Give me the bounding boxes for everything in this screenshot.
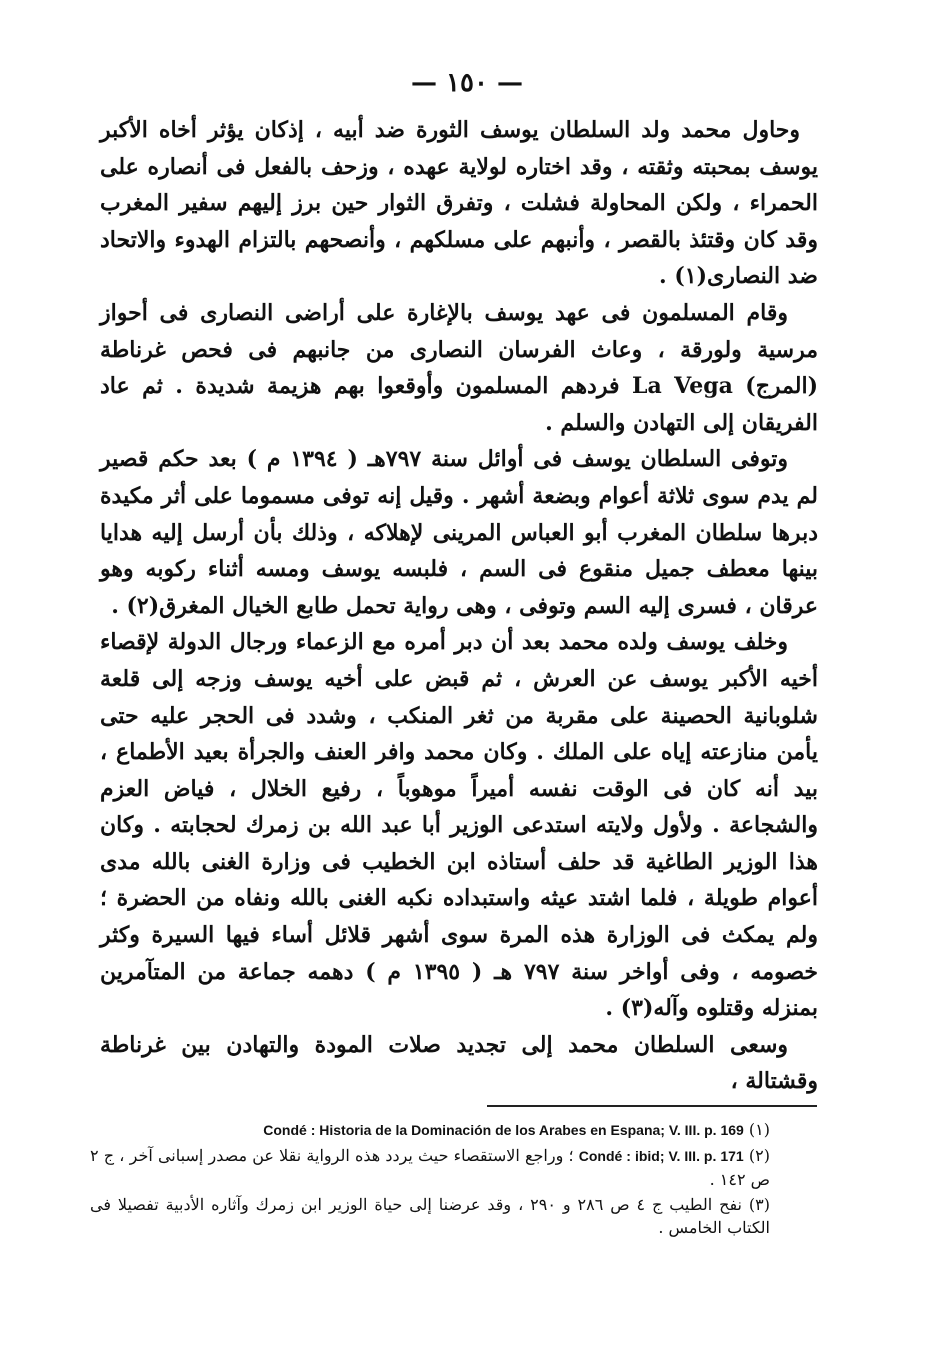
footnote-arabic-text: ؛ وراجع الاستقصاء حيث يردد هذه الرواية نقلا عن مصدر إسبانى آخر ، ج ٢ ص ١٤٢ . — [90, 1146, 770, 1189]
footnote-mark: (٣) — [748, 1195, 771, 1214]
footnote-1 — [90, 1118, 770, 1142]
footnote-mark: (١) — [748, 1120, 770, 1139]
footnote-latin-reference: Condé : ibid; V. III. p. 171 — [578, 1148, 744, 1164]
paragraph: وسعى السلطان محمد إلى تجديد صلات المودة والتهادن بين غرناطة وقشتالة ، — [100, 1031, 818, 1095]
paragraph: وتوفى السلطان يوسف فى أوائل سنة ٧٩٧هـ ( ١٣٩٤ م ) بعد حكم قصير لم يدم سوى ثلاثة أعوام وبضعة أشهر . وقيل إنه توفى مسموما على أثر مكيدة دبرها سلطان المغرب أبو العباس المرينى لإهلاكه ، وذلك بأن أرسل إليه هدايا بينها معطف جميل منقوع فى السم ، فلبسه يوسف ومسه أثناء ركوبه وهو عرقان ، فسرى إليه السم وتوفى ، وهى رواية تحمل طابع الخيال المغرق(٢) . — [100, 446, 818, 619]
footnote-latin-reference: Condé : Historia de la Dominación de los Arabes en Espana; V. III. p. 169 — [263, 1122, 744, 1138]
footnote-mark: (٢) — [748, 1146, 770, 1165]
footnotes — [90, 1118, 770, 1241]
footnote-3 — [90, 1193, 770, 1239]
paragraph: وقام المسلمون فى عهد يوسف بالإغارة على أراضى النصارى فى أحواز مرسية ولورقة ، وعاث الفرسان النصارى من جانبهم فى فحص غرناطة (المرج) La Vega فردهم المسلمون وأوقعوا بهم هزيمة شديدة . ثم عاد الفريقان إلى التهادن والسلم . — [100, 299, 818, 436]
footnote-2 — [90, 1144, 770, 1191]
footnote-arabic-text: نفح الطيب ج ٤ ص ٢٨٦ و ٢٩٠ ، وقد عرضنا إلى حياة الوزير ابن زمرك وآثاره الأدبية تفصيلا فى الكتاب الخامس . — [90, 1195, 770, 1237]
main-text — [100, 112, 818, 1100]
footnote-divider — [487, 1105, 817, 1107]
page-number: — ١٥٠ — — [410, 68, 524, 98]
paragraph: وحاول محمد ولد السلطان يوسف الثورة ضد أبيه ، إذكان يؤثر أخاه الأكبر يوسف بمحبته وثقته ، وقد اختاره لولاية عهده ، وزحف بالفعل فى أنصاره على الحمراء ، ولكن المحاولة فشلت ، وتفرق الثوار حين برز إليهم سفير المغرب وقد كان وقتئذ بالقصر ، وأنبهم على مسلكهم ، وأنصحهم بالتزام الهدوء والاتحاد ضد النصارى(١) . — [100, 117, 818, 290]
paragraph: وخلف يوسف ولده محمد بعد أن دبر أمره مع الزعماء ورجال الدولة لإقصاء أخيه الأكبر يوسف عن العرش ، ثم قبض على أخيه يوسف وزجه إلى قلعة شلوبانية الحصينة على مقربة من ثغر المنكب ، وشدد فى الحجر عليه حتى يأمن منازعته إياه على الملك . وكان محمد وافر العنف والجرأة بعيد الأطماع ، بيد أنه كان فى الوقت نفسه أميراً موهوباً ، رفيع الخلال ، فياض العزم والشجاعة . ولأول ولايته استدعى الوزير أبا عبد الله بن زمرك لحجابته . وكان هذا الوزير الطاغية قد حلف أستاذه ابن الخطيب فى وزارة الغنى بالله مدى أعوام طويلة ، فلما اشتد عيثه واستبداده نكبه الغنى بالله ونفاه من الحضرة ؛ ولم يمكث فى الوزارة هذه المرة سوى أشهر قلائل أساء فيها السيرة وكثر خصومه ، وفى أواخر سنة ٧٩٧ هـ ( ١٣٩٥ م ) دهمه جماعة من المتآمرين بمنزله وقتلوه وآله(٣) . — [100, 629, 819, 1022]
